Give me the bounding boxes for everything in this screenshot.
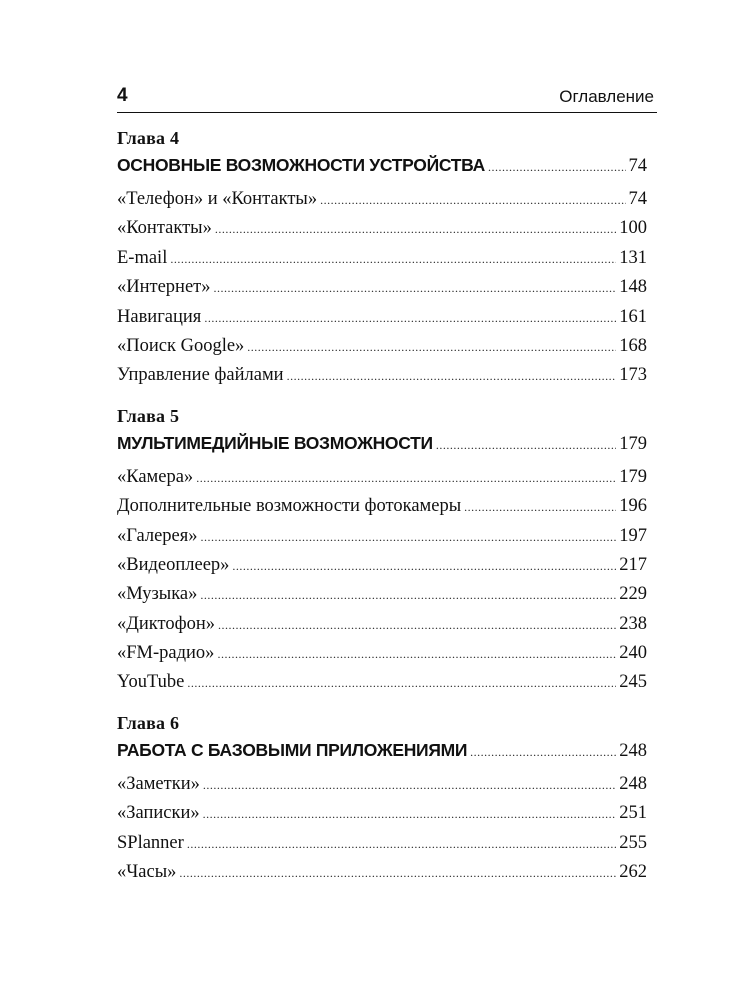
- dot-leader: [214, 274, 617, 303]
- entry-title: «Контакты»: [117, 218, 212, 239]
- toc-entry[interactable]: [117, 522, 647, 551]
- dot-leader: [215, 215, 616, 244]
- entry-page-number: 262: [619, 862, 647, 883]
- toc-entry[interactable]: [117, 244, 647, 273]
- entry-page-number: 248: [619, 773, 647, 794]
- entry-page-number: 240: [619, 643, 647, 664]
- chapter-5: [117, 405, 657, 698]
- dot-leader: [179, 859, 616, 888]
- page-number: 4: [117, 85, 128, 106]
- toc-entry[interactable]: [117, 361, 647, 390]
- entry-page-number: 74: [628, 189, 647, 209]
- entry-title: «Камера»: [117, 466, 194, 487]
- dot-leader: [204, 304, 616, 333]
- toc-entry[interactable]: [117, 668, 647, 697]
- dot-leader: [170, 245, 616, 274]
- entry-title: SPlanner: [117, 832, 184, 853]
- chapter-page-number: 179: [619, 433, 647, 454]
- entry-page-number: 168: [619, 335, 647, 356]
- toc-entry[interactable]: [117, 770, 647, 799]
- dot-leader: [247, 333, 616, 362]
- toc-entry[interactable]: [117, 858, 647, 887]
- toc-entry[interactable]: [117, 463, 647, 492]
- entry-page-number: 245: [619, 672, 647, 693]
- entry-title: YouTube: [117, 672, 185, 693]
- dot-leader: [464, 493, 616, 522]
- chapter-label: Глава 5: [117, 405, 180, 426]
- entry-title: «Интернет»: [117, 277, 211, 298]
- entry-page-number: 251: [619, 803, 647, 824]
- dot-leader: [196, 464, 616, 493]
- entry-title: «Галерея»: [117, 525, 198, 546]
- toc-entry[interactable]: [117, 273, 647, 302]
- chapter-6: [117, 712, 657, 888]
- dot-leader: [187, 830, 616, 859]
- chapter-label: Глава 4: [117, 128, 180, 148]
- toc-entry[interactable]: [117, 332, 647, 361]
- entry-page-number: 229: [619, 584, 647, 605]
- toc-entry[interactable]: [117, 829, 647, 858]
- chapter-page-number: 248: [619, 740, 647, 761]
- entry-title: «Диктофон»: [117, 613, 215, 634]
- toc-entry[interactable]: [117, 610, 647, 639]
- dot-leader: [436, 429, 616, 461]
- entry-page-number: 148: [619, 277, 647, 298]
- entry-title: Навигация: [117, 306, 202, 327]
- dot-leader: [488, 151, 626, 183]
- toc-entry[interactable]: [117, 639, 647, 668]
- entry-page-number: 238: [619, 613, 647, 634]
- entry-page-number: 197: [619, 525, 647, 546]
- dot-leader: [232, 552, 616, 581]
- entry-title: Дополнительные возможности фотокамеры: [117, 496, 462, 517]
- entry-page-number: 161: [619, 306, 647, 327]
- chapter-title-entry[interactable]: [117, 427, 647, 459]
- chapter-title: РАБОТА С БАЗОВЫМИ ПРИЛОЖЕНИЯМИ: [117, 739, 468, 760]
- toc-entry[interactable]: [117, 580, 647, 609]
- toc-entry[interactable]: [117, 185, 647, 214]
- toc-entry[interactable]: [117, 492, 647, 521]
- dot-leader: [200, 581, 616, 610]
- chapter-label: Глава 6: [117, 712, 180, 733]
- dot-leader: [470, 736, 616, 768]
- entry-title: «Поиск Google»: [117, 335, 245, 356]
- entry-title: «Записки»: [117, 803, 200, 824]
- entry-title: «Телефон» и «Контакты»: [117, 189, 318, 209]
- entry-title: E-mail: [117, 247, 168, 268]
- chapter-title: ОСНОВНЫЕ ВОЗМОЖНОСТИ УСТРОЙСТВА: [117, 155, 485, 175]
- toc-entry[interactable]: [117, 551, 647, 580]
- entry-title: «Видеоплеер»: [117, 554, 230, 575]
- toc-entry[interactable]: [117, 303, 647, 332]
- entry-page-number: 196: [619, 496, 647, 517]
- entry-title: «FM-радио»: [117, 643, 215, 664]
- entry-title: Управление файлами: [117, 365, 284, 386]
- toc-entry[interactable]: [117, 799, 647, 828]
- chapter-title-entry[interactable]: [117, 734, 647, 766]
- dot-leader: [287, 362, 617, 391]
- entry-page-number: 131: [619, 247, 647, 268]
- dot-leader: [203, 771, 616, 800]
- dot-leader: [218, 611, 616, 640]
- running-head: [117, 82, 657, 113]
- entry-page-number: 255: [619, 832, 647, 853]
- entry-page-number: 179: [619, 466, 647, 487]
- dot-leader: [203, 800, 617, 829]
- dot-leader: [201, 523, 617, 552]
- dot-leader: [320, 186, 625, 215]
- section-title: Оглавление: [559, 87, 654, 106]
- entry-page-number: 217: [619, 554, 647, 575]
- chapter-page-number: 74: [628, 156, 647, 176]
- chapter-4: [117, 127, 657, 391]
- entry-page-number: 173: [619, 365, 647, 386]
- chapter-title-entry[interactable]: [117, 149, 647, 181]
- dot-leader: [187, 669, 616, 698]
- entry-title: «Музыка»: [117, 584, 198, 605]
- entry-page-number: 100: [619, 218, 647, 239]
- chapter-title: МУЛЬТИМЕДИЙНЫЕ ВОЗМОЖНОСТИ: [117, 432, 433, 453]
- entry-title: «Заметки»: [117, 773, 200, 794]
- entry-title: «Часы»: [117, 862, 177, 883]
- toc-page: [117, 82, 657, 887]
- toc-entry[interactable]: [117, 214, 647, 243]
- dot-leader: [217, 640, 616, 669]
